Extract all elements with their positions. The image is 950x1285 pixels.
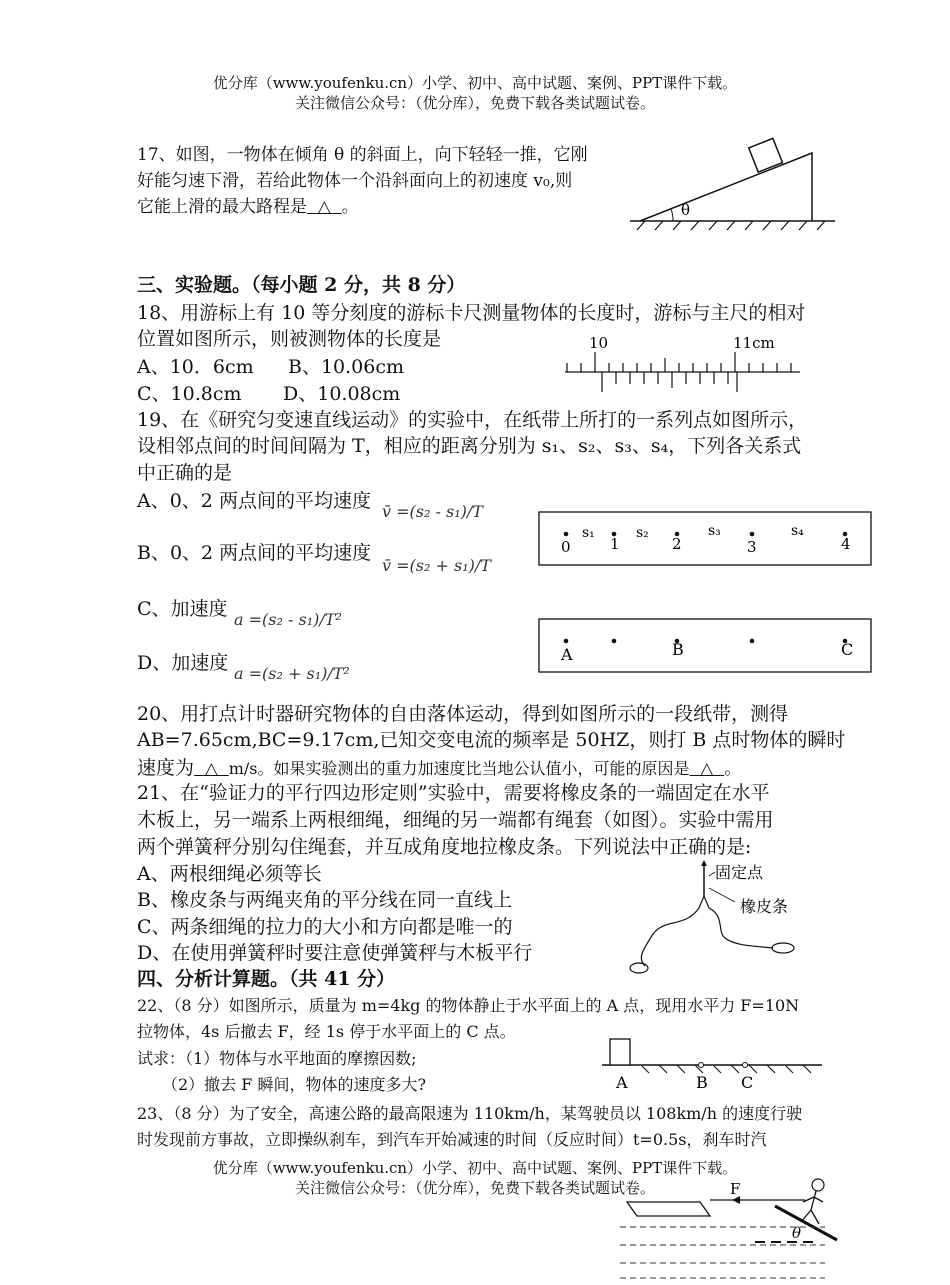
q18-option-c: C、10.8cm xyxy=(137,383,242,405)
ground-figure-q22 xyxy=(597,1035,827,1095)
tape-segment-s2: s₂ xyxy=(636,525,649,541)
q20-line-2: AB=7.65cm,BC=9.17cm,已知交变电流的频率是 50HZ，则打 B 点时物体的瞬时 xyxy=(137,729,846,751)
q20-line-3-c: 。 xyxy=(724,759,742,779)
q18-option-b: B、10.06cm xyxy=(288,356,405,378)
q19-line-1: 19、在《研究匀变速直线运动》的实验中，在纸带上所打的一系列点如图所示， xyxy=(137,409,808,431)
q20-line-1: 20、用打点计时器研究物体的自由落体运动，得到如图所示的一段纸带，测得 xyxy=(137,703,789,725)
ticker-tape-figure-q19 xyxy=(538,511,874,569)
q19-option-b-formula: v̄ =(s₂ + s₁)/T xyxy=(382,556,491,575)
footer-line-1: 优分库（www.youfenku.cn）小学、初中、高中试题、案例、PPT课件下载。 xyxy=(212,1159,738,1177)
q19-line-3: 中正确的是 xyxy=(137,462,233,484)
q23-line-1: 23、（8 分）为了安全，高速公路的最高限速为 110km/h，某驾驶员以 108km/h 的速度行驶 xyxy=(137,1104,803,1123)
q22-line-3: 试求：（1）物体与水平地面的摩擦因数; xyxy=(137,1049,417,1068)
q19-line-2: 设相邻点间的时间间隔为 T，相应的距离分别为 s₁、s₂、s₃、s₄，下列各关系式 xyxy=(137,435,802,457)
q20-line-3 xyxy=(137,755,741,782)
q22-line-4: （2）撤去 F 瞬间，物体的速度多大? xyxy=(162,1075,427,1094)
q19-option-a-formula: v̄ =(s₂ - s₁)/T xyxy=(382,502,483,521)
footer-line-2: 关注微信公众号：（优分库），免费下载各类试题试卷。 xyxy=(294,1179,655,1197)
q19-option-b: B、0、2 两点间的平均速度 xyxy=(137,542,372,564)
scale-label-10: 10 xyxy=(589,334,609,352)
q21-line-3: 两个弹簧秤分别勾住绳套，并互成角度地拉橡皮条。下列说法中正确的是: xyxy=(137,836,752,858)
boat-angle-label: θ xyxy=(792,1224,802,1242)
incline-figure xyxy=(625,135,840,235)
tape-segment-s3: s₃ xyxy=(708,523,721,539)
incline-angle-label: θ xyxy=(681,201,691,219)
q17-answer-blank: △ xyxy=(307,197,342,217)
tape-point-0: 0 xyxy=(561,538,571,556)
tape-segment-s4: s₄ xyxy=(791,523,804,539)
q18-option-d: D、10.08cm xyxy=(283,383,401,405)
q21-line-1: 21、在“验证力的平行四边形定则”实验中，需要将橡皮条的一端固定在水平 xyxy=(137,782,770,804)
vernier-caliper-figure xyxy=(560,330,810,396)
tape-point-2: 2 xyxy=(672,535,682,553)
q19-option-c: C、加速度 xyxy=(137,598,228,620)
ground-label-b: B xyxy=(696,1073,708,1092)
q21-option-a: A、两根细绳必须等长 xyxy=(137,863,322,885)
scale-label-11: 11cm xyxy=(733,334,775,352)
header-line-2: 关注微信公众号：（优分库），免费下载各类试题试卷。 xyxy=(294,94,655,112)
tape-label-b: B xyxy=(672,640,684,659)
q17-line-3-pre: 它能上滑的最大路程是 xyxy=(137,197,307,217)
q18-line-2: 位置如图所示，则被测物体的长度是 xyxy=(137,328,442,350)
q20-answer-blank-2: △ xyxy=(689,759,725,779)
q21-option-b: B、橡皮条与两绳夹角的平分线在同一直线上 xyxy=(137,889,512,911)
q19-option-a: A、0、2 两点间的平均速度 xyxy=(137,490,371,512)
tape-point-4: 4 xyxy=(841,535,851,553)
section-3-title: 三、实验题。（每小题 2 分，共 8 分） xyxy=(137,274,466,296)
q17-line-2: 好能匀速下滑，若给此物体一个沿斜面向上的初速度 v₀,则 xyxy=(137,171,573,191)
tape-point-1: 1 xyxy=(610,535,620,553)
q18-option-a: A、10．6cm xyxy=(137,356,254,378)
q22-line-1: 22、（8 分）如图所示，质量为 m=4kg 的物体静止于水平面上的 A 点，现用水平力 F=10N xyxy=(137,996,800,1015)
q23-line-2: 时发现前方事故，立即操纵刹车，到汽车开始减速的时间（反应时间）t=0.5s，刹车时汽 xyxy=(137,1130,767,1149)
tape-segment-s1: s₁ xyxy=(582,525,595,541)
tape-point-3: 3 xyxy=(747,538,757,556)
q21-option-d: D、在使用弹簧秤时要注意使弹簧秤与木板平行 xyxy=(137,942,533,964)
header-line-1: 优分库（www.youfenku.cn）小学、初中、高中试题、案例、PPT课件下载。 xyxy=(212,74,738,92)
q17-line-3 xyxy=(137,194,359,220)
q19-option-d-formula: a =(s₂ + s₁)/T² xyxy=(234,664,350,683)
ground-label-c: C xyxy=(741,1073,754,1092)
tape-label-a: A xyxy=(561,645,573,664)
section-4-title: 四、分析计算题。（共 41 分） xyxy=(137,968,396,990)
ticker-tape-figure-q20 xyxy=(538,618,874,676)
q19-option-d: D、加速度 xyxy=(137,652,229,674)
q21-option-c: C、两条细绳的拉力的大小和方向都是唯一的 xyxy=(137,916,513,938)
q22-line-2: 拉物体，4s 后撤去 F，经 1s 停于水平面上的 C 点。 xyxy=(137,1022,516,1041)
q17-line-1: 17、如图，一物体在倾角 θ 的斜面上，向下轻轻一推，它刚 xyxy=(137,145,588,165)
q19-option-c-formula: a =(s₂ - s₁)/T² xyxy=(234,610,342,629)
label-rubber-band: 橡皮条 xyxy=(740,897,789,916)
q21-line-2: 木板上，另一端系上两根细绳，细绳的另一端都有绳套（如图）。实验中需用 xyxy=(137,809,774,831)
q18-line-1: 18、用游标上有 10 等分刻度的游标卡尺测量物体的长度时，游标与主尺的相对 xyxy=(137,302,806,324)
force-label-f: F xyxy=(730,1180,741,1198)
ground-label-a: A xyxy=(616,1073,628,1092)
q20-line-3-a: 速度为 xyxy=(137,757,195,779)
q20-answer-blank-1: △ xyxy=(194,759,229,779)
q20-line-3-b: m/s。如果实验测出的重力加速度比当地公认值小，可能的原因是 xyxy=(228,759,690,778)
q17-line-3-post: 。 xyxy=(341,197,359,217)
tape-label-c: C xyxy=(841,640,854,659)
label-fixed-point: 固定点 xyxy=(715,863,764,882)
force-parallelogram-figure xyxy=(625,858,825,978)
